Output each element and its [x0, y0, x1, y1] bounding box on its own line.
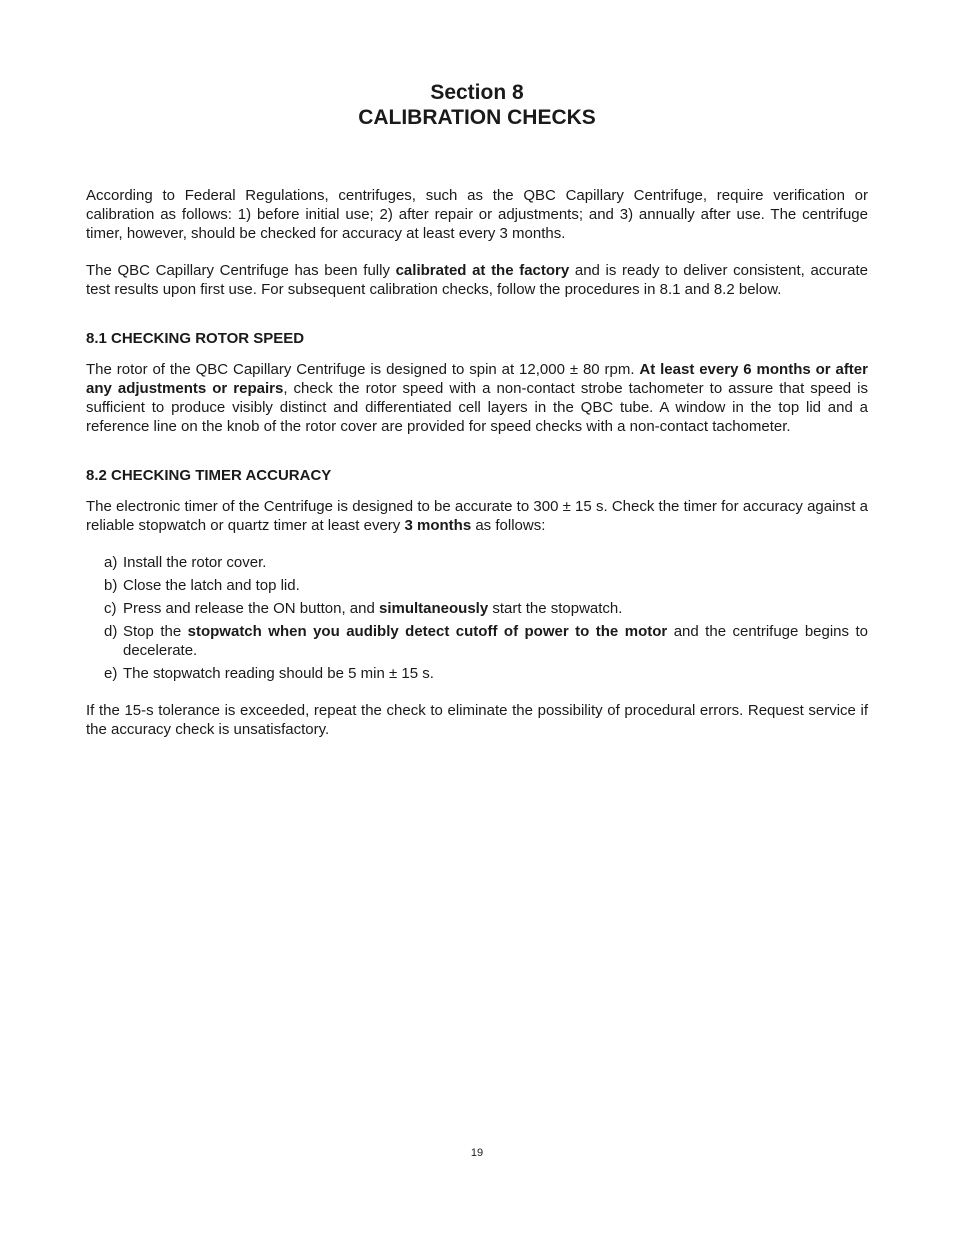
- intro-paragraph-2: [86, 261, 868, 299]
- list-marker: b): [104, 577, 118, 594]
- section-heading-8-2: 8.2 CHECKING TIMER ACCURACY: [86, 467, 332, 484]
- page-title: [0, 80, 954, 130]
- bold-text: 3 months: [404, 517, 472, 534]
- main-content: [86, 186, 868, 739]
- list-item: [86, 599, 868, 618]
- text-run: and is ready to deliver consistent, accurate test results upon first use. For subsequent calibration checks, follow the procedures in 8.1 and 8.2 below.: [86, 262, 868, 298]
- text-run: The QBC Capillary Centrifuge has been fully: [86, 262, 396, 279]
- text-run: as follows:: [471, 517, 546, 534]
- text-run: The electronic timer of the Centrifuge is designed to be accurate to 300 ± 15 s. Check the timer for accuracy against a reliable stopwatch or quartz timer at least every: [86, 498, 868, 534]
- list-marker: e): [104, 665, 118, 682]
- list-marker: c): [104, 600, 117, 617]
- text-run: Close the latch and top lid.: [123, 577, 300, 594]
- text-run: and the centrifuge begins to decelerate.: [123, 623, 868, 659]
- text-run: start the stopwatch.: [488, 600, 623, 617]
- list-marker: a): [104, 554, 118, 571]
- timer-accuracy-paragraph: [86, 497, 868, 535]
- text-run: Install the rotor cover.: [123, 554, 267, 571]
- bold-text: At least every 6 months or after any adjustments or repairs: [86, 361, 868, 397]
- bold-text: calibrated at the factory: [395, 262, 570, 279]
- text-run: , check the rotor speed with a non-contact strobe tachometer to assure that speed is sufficient to produce visibly distinct and differentiated cell layers in the QBC tube. A window in the top lid and a reference line on the knob of the rotor cover are provided for speed checks with a non-contact tachometer.: [86, 380, 869, 435]
- page-number: 19: [470, 1147, 484, 1159]
- text-run: Press and release the ON button, and: [123, 600, 379, 617]
- section-heading-8-1: 8.1 CHECKING ROTOR SPEED: [86, 330, 305, 347]
- list-item: [86, 664, 868, 683]
- list-item: [86, 576, 868, 595]
- list-item: [86, 553, 868, 572]
- list-marker: d): [104, 623, 118, 640]
- section-number: Section 8: [430, 81, 524, 104]
- text-run: The rotor of the QBC Capillary Centrifuge is designed to spin at 12,000 ± 80 rpm.: [86, 361, 640, 378]
- procedure-steps: [86, 553, 868, 683]
- intro-paragraph-1: According to Federal Regulations, centrifuges, such as the QBC Capillary Centrifuge, require verification or calibration as follows: 1) before initial use; 2) after repair or adjustments; and 3) annually after use. The centrifuge timer, however, should be checked for accuracy at least every 3 months.: [86, 187, 868, 242]
- text-run: The stopwatch reading should be 5 min ± 15 s.: [123, 665, 434, 682]
- text-run: Stop the: [123, 623, 188, 640]
- list-item: [86, 622, 868, 660]
- closing-paragraph: If the 15-s tolerance is exceeded, repeat the check to eliminate the possibility of procedural errors. Request service if the accuracy check is unsatisfactory.: [86, 702, 868, 738]
- section-title: CALIBRATION CHECKS: [358, 106, 596, 129]
- rotor-speed-paragraph: [86, 360, 868, 436]
- bold-text: stopwatch when you audibly detect cutoff of power to the motor: [187, 623, 668, 640]
- bold-text: simultaneously: [379, 600, 489, 617]
